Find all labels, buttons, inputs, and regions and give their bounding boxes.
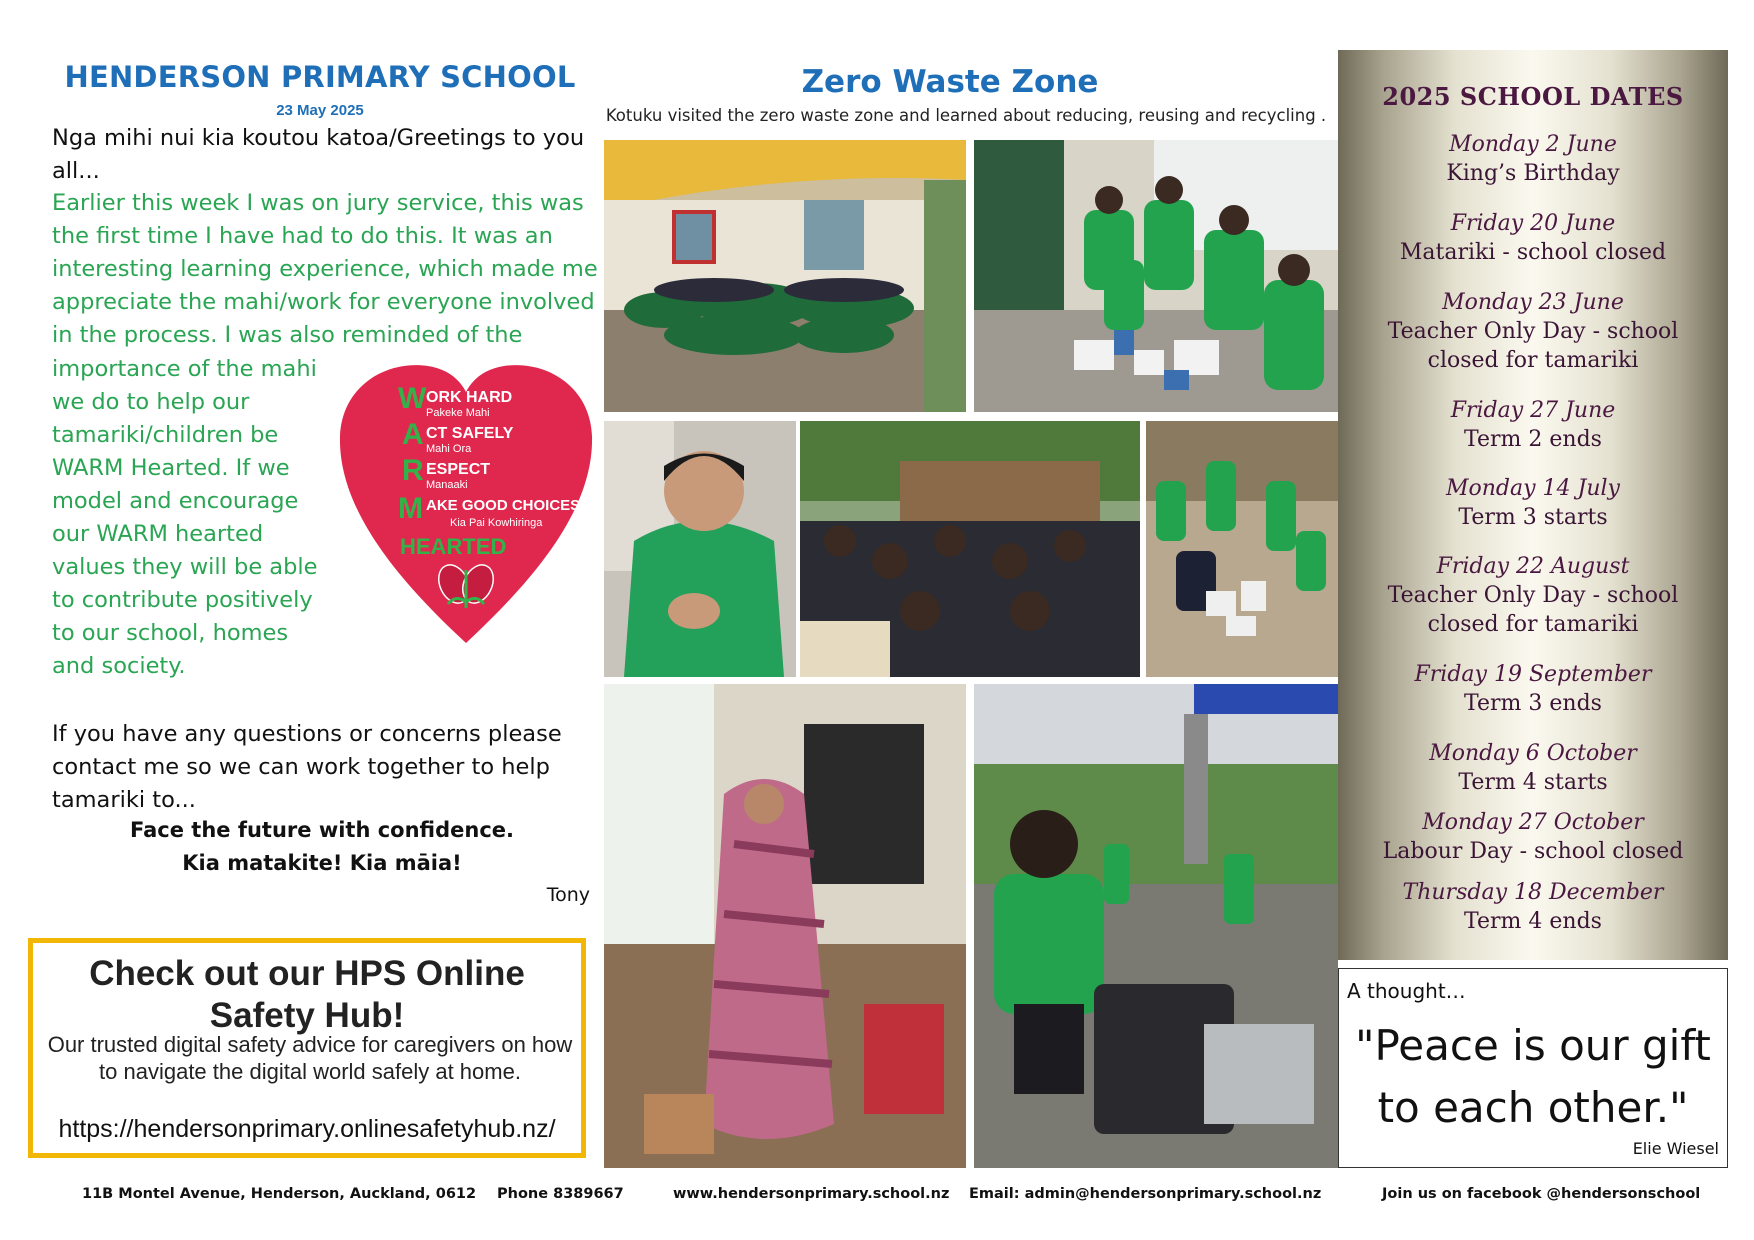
zero-waste-caption: Kotuku visited the zero waste zone and learned about reducing, reusing and recycling .: [605, 106, 1327, 125]
thought-box: [1338, 968, 1728, 1168]
warm-value-2: CT SAFELY: [426, 425, 514, 442]
warm-maori-3: Manaaki: [426, 479, 468, 491]
date-description: Term 4 starts: [1458, 770, 1608, 795]
safety-hub-link[interactable]: https://hendersonprimary.onlinesafetyhub.nz/: [58, 1115, 556, 1143]
photo-boy-with-worm: [604, 421, 796, 677]
footer-facebook[interactable]: Join us on facebook @hendersonschool: [1382, 1186, 1701, 1202]
date-description: Labour Day - school closed: [1382, 839, 1684, 864]
warm-letter-m: M: [398, 492, 423, 525]
date-description: Matariki - school closed: [1399, 240, 1667, 265]
date-day: Monday 6 October: [1429, 741, 1637, 766]
warm-maori-1: Pakeke Mahi: [426, 407, 490, 419]
date-entry: [1338, 474, 1728, 532]
zero-waste-title: Zero Waste Zone: [801, 64, 1099, 100]
date-entry: [1338, 739, 1728, 797]
warm-letter-a: A: [402, 418, 424, 451]
footer-address: 11B Montel Avenue, Henderson, Auckland, 0612: [82, 1186, 477, 1202]
date-day: Friday 27 June: [1450, 398, 1616, 423]
date-day: Thursday 18 December: [1402, 880, 1664, 905]
date-entry: [1338, 209, 1728, 267]
photo-class-verandah: [604, 140, 966, 412]
safety-hub-description: Our trusted digital safety advice for caregivers on how to navigate the digital world safely at home.: [47, 1032, 573, 1084]
warm-hearted-label: HEARTED: [400, 534, 507, 559]
warm-value-4: AKE GOOD CHOICES: [426, 497, 581, 514]
warm-maori-4: Kia Pai Kowhiringa: [450, 517, 543, 529]
date-description: Term 3 starts: [1458, 505, 1608, 530]
date-day: Friday 20 June: [1450, 211, 1616, 236]
newsletter-date: 23 May 2025: [276, 102, 364, 119]
date-day: Monday 23 June: [1442, 290, 1624, 315]
date-entry: [1338, 660, 1728, 718]
photo-sorting-rubbish: [974, 140, 1338, 412]
message-paragraph-wrap: importance of the mahi we do to help our tamariki/children be WARM Hearted. If we model and encourage our WARM hearted values they will be able to contribute positively to our school, homes and society.: [52, 356, 318, 679]
closing-text: If you have any questions or concerns please contact me so we can work together to help tamariki to...: [52, 721, 562, 813]
warm-letter-w: W: [398, 382, 427, 415]
date-entry: [1338, 808, 1728, 866]
footer-phone: Phone 8389667: [497, 1186, 624, 1202]
date-entry: [1338, 288, 1728, 375]
date-day: Monday 2 June: [1449, 132, 1617, 157]
warm-value-3: ESPECT: [426, 461, 491, 478]
school-dates-title: 2025 SCHOOL DATES: [1382, 82, 1684, 111]
warm-maori-2: Mahi Ora: [426, 443, 472, 455]
signature: Tony: [546, 884, 590, 906]
photo-rubbish-pile: [1146, 421, 1338, 677]
school-dates-panel: [1338, 50, 1728, 960]
photo-child-in-fabric: [604, 684, 966, 1168]
thought-author: Elie Wiesel: [1632, 1139, 1719, 1158]
message-paragraph: Earlier this week I was on jury service, this was the first time I have had to do this. It was an interesting learning experience, which made me appreciate the mahi/work for everyone involved in the process. I was also reminded of the: [52, 190, 598, 348]
date-entry: [1338, 878, 1728, 936]
date-day: Friday 22 August: [1436, 554, 1630, 579]
date-description: Term 2 ends: [1464, 427, 1602, 452]
online-safety-hub-box: [28, 938, 586, 1158]
footer-website[interactable]: www.hendersonprimary.school.nz: [673, 1186, 950, 1202]
date-description: Teacher Only Day - school closed for tamariki: [1387, 319, 1679, 373]
school-title: HENDERSON PRIMARY SCHOOL: [64, 60, 576, 94]
footer-email[interactable]: Email: admin@hendersonprimary.school.nz: [969, 1186, 1322, 1202]
thought-quote: "Peace is our gift to each other.": [1355, 1021, 1711, 1132]
photo-exercise-bike: [974, 684, 1338, 1168]
motto-line-1: Face the future with confidence.: [130, 818, 514, 842]
safety-hub-title: Check out our HPS Online Safety Hub!: [89, 954, 525, 1035]
date-description: King’s Birthday: [1446, 161, 1620, 186]
warm-hearted-logo: [336, 358, 596, 648]
date-description: Term 3 ends: [1464, 691, 1602, 716]
date-day: Friday 19 September: [1414, 662, 1652, 687]
warm-letter-r: R: [402, 454, 424, 487]
greeting-text: Nga mihi nui kia koutou katoa/Greetings to you all...: [52, 125, 585, 184]
date-entry: [1338, 552, 1728, 639]
date-day: Monday 27 October: [1422, 810, 1644, 835]
photo-class-outdoors: [800, 421, 1140, 677]
date-entry: [1338, 130, 1728, 188]
date-day: Monday 14 July: [1445, 476, 1620, 501]
thought-label: A thought…: [1347, 979, 1466, 1003]
date-entry: [1338, 396, 1728, 454]
warm-value-1: ORK HARD: [426, 389, 513, 406]
date-description: Teacher Only Day - school closed for tamariki: [1387, 583, 1679, 637]
date-description: Term 4 ends: [1464, 909, 1602, 934]
motto-line-2: Kia matakite! Kia māia!: [182, 851, 462, 875]
